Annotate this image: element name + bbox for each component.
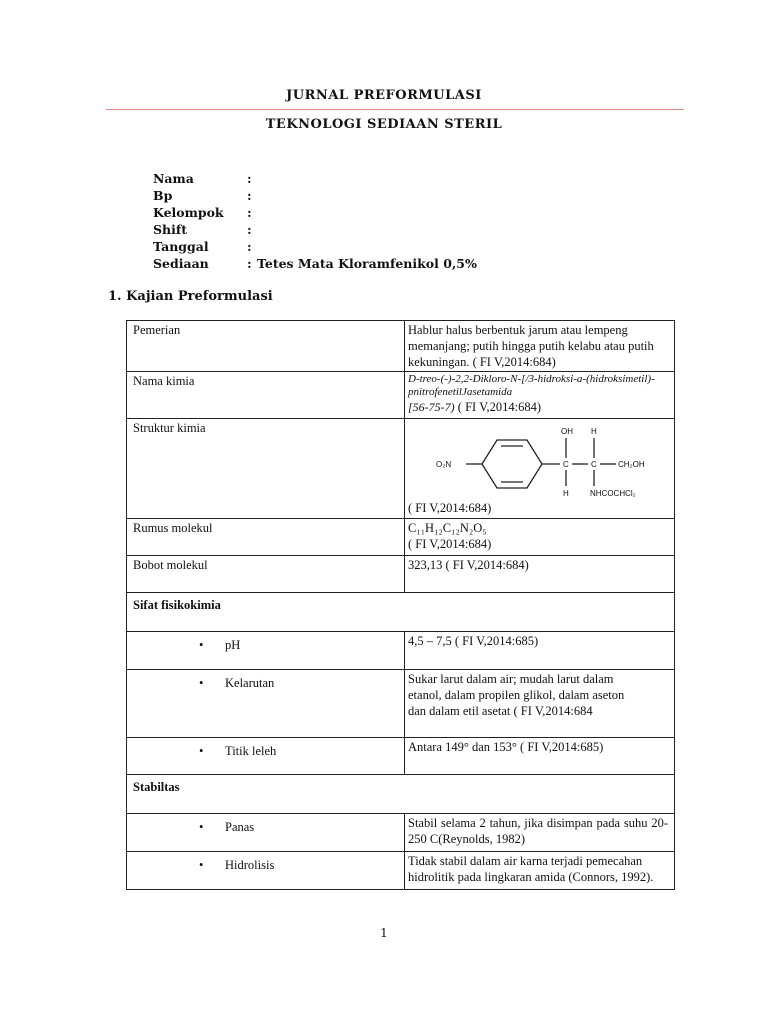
header-divider bbox=[106, 109, 684, 110]
table-row: Pemerian Hablur halus berbentuk jarum atau lempeng memanjang; putih hingga putih kelabu atau putih kekuningan. ( FI V,2014:684) bbox=[127, 321, 675, 372]
h-label: H bbox=[563, 489, 569, 498]
table-row: Struktur kimia O₂N OH H C C CH₂OH H NHCOCHCl₂ ( FI V,2014:684) bbox=[127, 419, 675, 519]
amide-label: NHCOCHCl₂ bbox=[590, 489, 636, 498]
c-label: C bbox=[591, 460, 597, 469]
chemical-name: D-treo-(-)-2,2-Dikloro-N-[/3-hidroksi-a-(hidroksimetil)-pnitrofenetilJasetamida bbox=[408, 373, 655, 398]
oh-label: OH bbox=[561, 427, 573, 436]
benzene-ring bbox=[482, 440, 542, 488]
table-row: Rumus molekul C₁₁H₁₂C₁₂N₂O₅ ( FI V,2014:684) bbox=[127, 519, 675, 556]
table-row: • pH 4,5 – 7,5 ( FI V,2014:685) bbox=[127, 632, 675, 670]
table-row: • Hidrolisis Tidak stabil dalam air karna terjadi pemecahan hidrolitik pada lingkaran amida (Connors, 1992). bbox=[127, 852, 675, 890]
sediaan-value: Tetes Mata Kloramfenikol 0,5% bbox=[257, 256, 477, 271]
meta-row-tanggal: Tanggal : bbox=[153, 239, 252, 254]
meta-row-nama: Nama : bbox=[153, 171, 252, 186]
table-row: • Kelarutan Sukar larut dalam air; mudah larut dalam etanol, dalam propilen glikol, dalam aseton dan dalam etil asetat ( FI V,2014:684 bbox=[127, 670, 675, 738]
table-row: Bobot molekul 323,13 ( FI V,2014:684) bbox=[127, 556, 675, 593]
h-label: H bbox=[591, 427, 597, 436]
table-row: Sifat fisikokimia bbox=[127, 593, 675, 632]
table-row: • Panas Stabil selama 2 tahun, jika disimpan pada suhu 20-250 C(Reynolds, 1982) bbox=[127, 814, 675, 852]
preformulation-table bbox=[126, 320, 675, 890]
structure-ref: ( FI V,2014:684) bbox=[408, 501, 492, 515]
molecular-formula: C₁₁H₁₂C₁₂N₂O₅ bbox=[408, 521, 487, 535]
journal-title: JURNAL PREFORMULASI bbox=[286, 88, 482, 103]
c-label: C bbox=[563, 460, 569, 469]
journal-subtitle: TEKNOLOGI SEDIAAN STERIL bbox=[265, 117, 503, 132]
o2n-label: O₂N bbox=[436, 460, 452, 469]
meta-row-sediaan: Sediaan : Tetes Mata Kloramfenikol 0,5% bbox=[153, 256, 477, 271]
chemical-structure bbox=[418, 424, 668, 500]
table-row: Nama kimia D-treo-(-)-2,2-Dikloro-N-[/3-hidroksi-a-(hidroksimetil)-pnitrofenetilJasetamida [56-75-7) ( FI V,2014:684) bbox=[127, 372, 675, 419]
meta-row-shift: Shift : bbox=[153, 222, 252, 237]
page-number: 1 bbox=[380, 926, 388, 940]
meta-row-bp: Bp : bbox=[153, 188, 252, 203]
ch2oh-label: CH₂OH bbox=[618, 460, 645, 469]
meta-row-kelompok: Kelompok : bbox=[153, 205, 252, 220]
table-row: Stabiltas bbox=[127, 775, 675, 814]
section-heading: 1. Kajian Preformulasi bbox=[108, 289, 273, 304]
identity-fields bbox=[153, 170, 477, 272]
table-row: • Titik leleh Antara 149° dan 153° ( FI V,2014:685) bbox=[127, 738, 675, 775]
